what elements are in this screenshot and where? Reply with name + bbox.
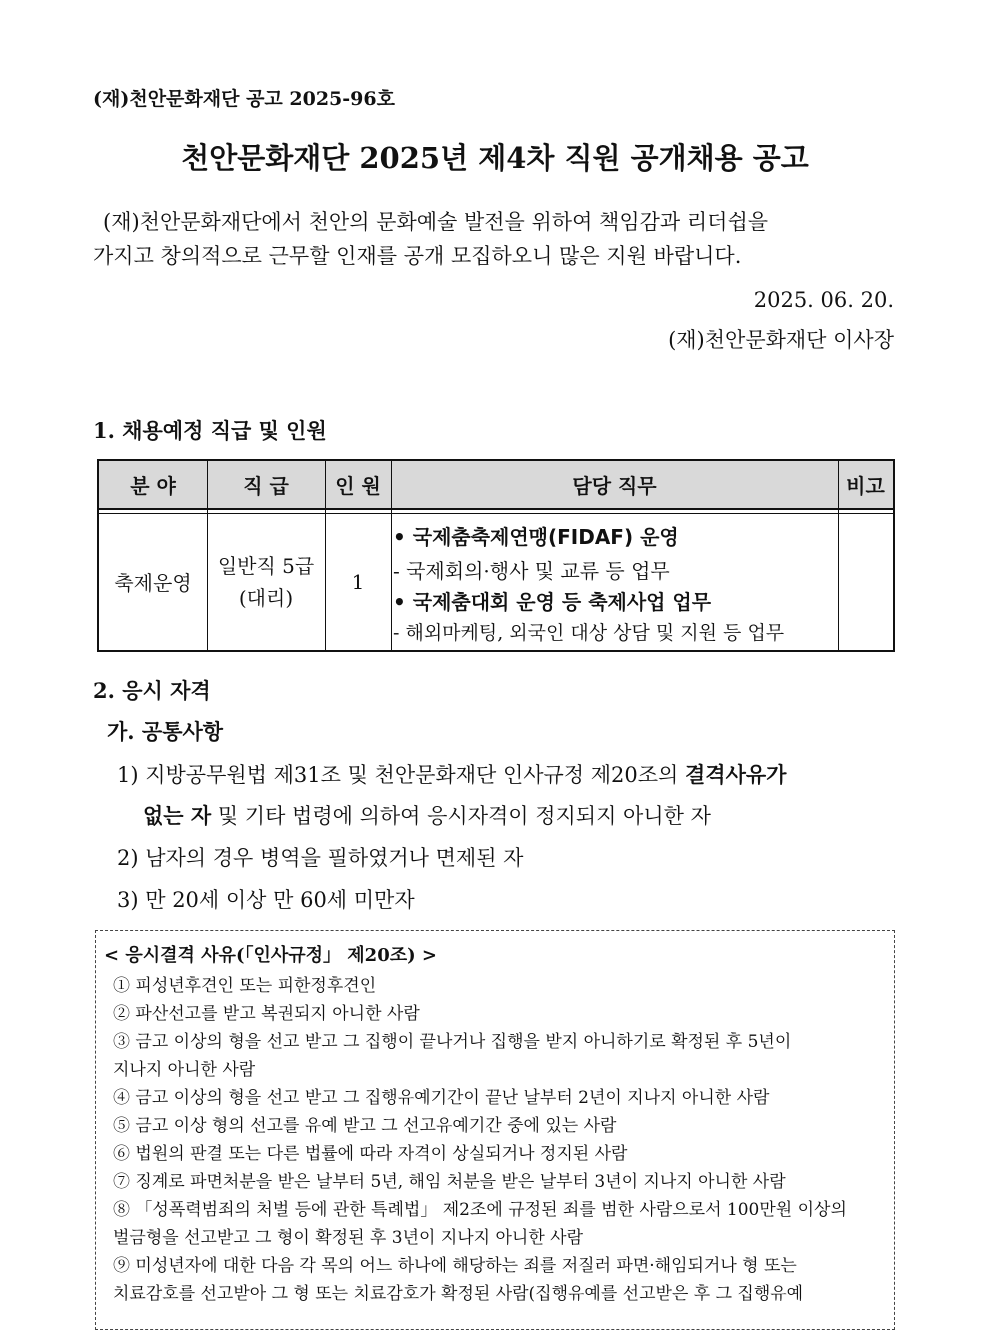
disqualification-item: ② 파산선고를 받고 복권되지 아니한 사람 (113, 1004, 420, 1024)
disqualification-item: ⑧ 「성폭력범죄의 처벌 등에 관한 특례법」 제2조에 규정된 죄를 범한 사람으로서 100만원 이상의 (113, 1200, 847, 1220)
header-duty: 담당 직무 (391, 461, 838, 510)
notice-date: 2025. 06. 20. (753, 288, 894, 312)
header-field: 분 야 (99, 461, 207, 510)
intro-line-1: (재)천안문화재단에서 천안의 문화예술 발전을 위하여 책임감과 리더쉽을 (103, 210, 769, 234)
duty-item-1: • 국제춤축제연맹(FIDAF) 운영 (393, 525, 679, 549)
signer: (재)천안문화재단 이사장 (668, 328, 894, 352)
requirement-1b-text: 및 기타 법령에 의하여 응시자격이 정지되지 아니한 자 (211, 804, 711, 828)
requirement-1-continued (143, 800, 711, 830)
requirement-1-emphasis: 결격사유가 (685, 762, 787, 787)
grade-line-1: 일반직 5급 (217, 553, 315, 578)
section-1-heading: 1. 채용예정 직급 및 인원 (93, 418, 327, 443)
requirement-1b-emphasis: 없는 자 (143, 803, 212, 828)
intro-line-2: 가지고 창의적으로 근무할 인재를 공개 모집하오니 많은 지원 바랍니다. (93, 244, 742, 268)
disqualification-item: ⑤ 금고 이상 형의 선고를 유예 받고 그 선고유예기간 중에 있는 사람 (113, 1116, 617, 1136)
disqualification-item: ③ 금고 이상의 형을 선고 받고 그 집행이 끝나거나 집행을 받지 아니하기로 확정된 후 5년이 (113, 1032, 792, 1052)
disqualification-item: ④ 금고 이상의 형을 선고 받고 그 집행유예기간이 끝난 날부터 2년이 지나지 아니한 사람 (113, 1088, 770, 1108)
header-note: 비고 (838, 461, 893, 510)
cell-grade (207, 513, 325, 650)
disqualification-item: ① 피성년후견인 또는 피한정후견인 (113, 976, 377, 996)
requirement-3: 3) 만 20세 이상 만 60세 미만자 (117, 888, 415, 912)
requirement-1-text: 1) 지방공무원법 제31조 및 천안문화재단 인사규정 제20조의 (117, 763, 686, 787)
disqualification-box (95, 930, 895, 1330)
section-2-heading: 2. 응시 자격 (93, 678, 211, 703)
cell-field: 축제운영 (114, 571, 192, 595)
disqualification-item: 벌금형을 선고받고 그 형이 확정된 후 3년이 지나지 아니한 사람 (113, 1228, 583, 1248)
cell-count: 1 (351, 569, 365, 594)
disqualification-item: 지나지 아니한 사람 (113, 1060, 256, 1080)
subsection-a-heading: 가. 공통사항 (107, 719, 224, 744)
disqualification-item: 치료감호를 선고받아 그 형 또는 치료감호가 확정된 사람(집행유예를 선고받은 후 그 집행유예 (113, 1284, 804, 1304)
disqualification-item: ⑦ 징계로 파면처분을 받은 날부터 5년, 해임 처분을 받은 날부터 3년이 지나지 아니한 사람 (113, 1172, 786, 1192)
job-table (97, 459, 895, 652)
column-divider (391, 461, 392, 650)
cell-note (838, 513, 893, 650)
disqualification-title: < 응시결격 사유(「인사규정」 제20조) > (104, 945, 437, 966)
notice-number: (재)천안문화재단 공고 2025-96호 (93, 88, 395, 110)
disqualification-item: ⑥ 법원의 판결 또는 다른 법률에 따라 자격이 상실되거나 정지된 사람 (113, 1144, 628, 1164)
disqualification-item: ⑨ 미성년자에 대한 다음 각 목의 어느 하나에 해당하는 죄를 저질러 파면·해임되거나 형 또는 (113, 1256, 797, 1276)
header-grade: 직 급 (207, 461, 325, 510)
duty-item-2: • 국제춤대회 운영 등 축제사업 업무 (393, 590, 712, 614)
header-count: 인 원 (325, 461, 391, 510)
requirement-1 (117, 759, 786, 789)
duty-subitem-1: - 국제회의·행사 및 교류 등 업무 (393, 559, 670, 583)
duty-subitem-2: - 해외마케팅, 외국인 대상 상담 및 지원 등 업무 (393, 622, 785, 644)
grade-line-2: (대리) (238, 585, 294, 610)
page-title: 천안문화재단 2025년 제4차 직원 공개채용 공고 (181, 141, 809, 175)
requirement-2: 2) 남자의 경우 병역을 필하였거나 면제된 자 (117, 846, 524, 870)
